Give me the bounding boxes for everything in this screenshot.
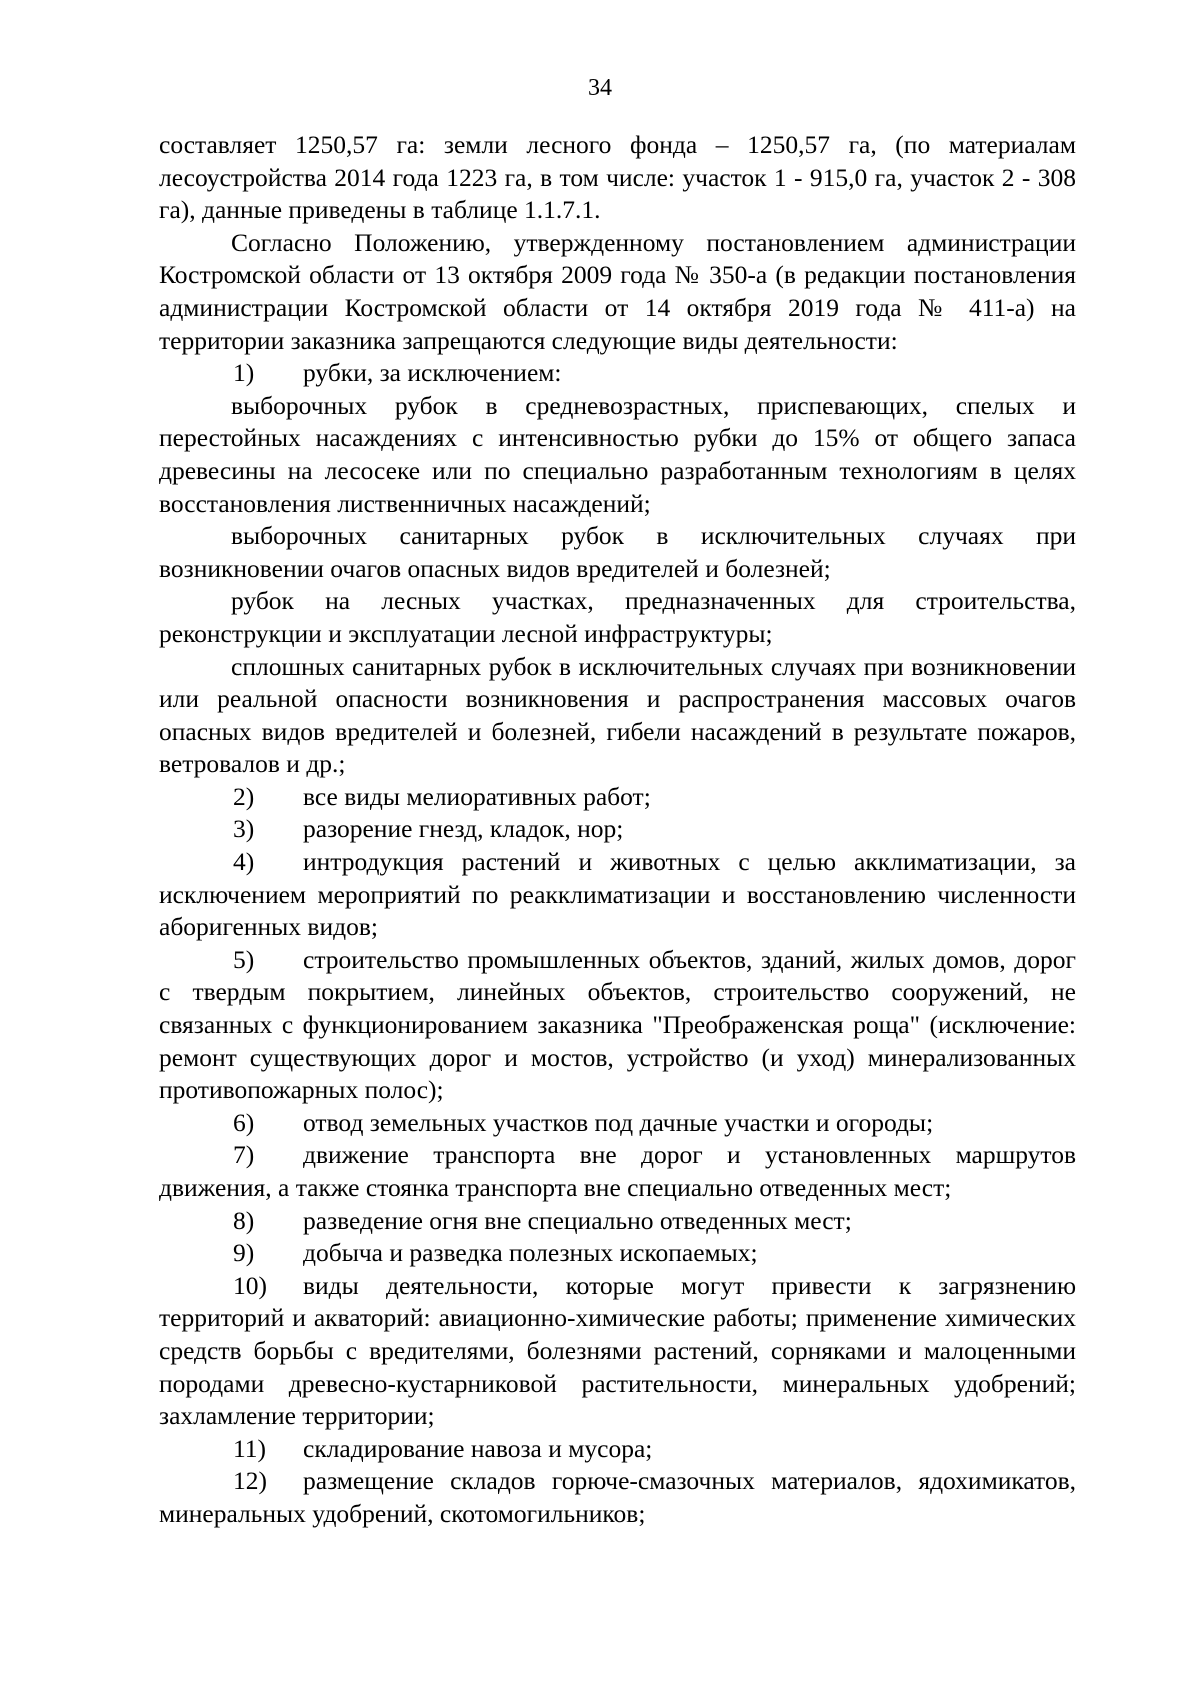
sub-paragraph: выборочных рубок в средневозрастных, приспевающих, спелых и перестойных насаждениях с интенсивностью рубки до 15% от общего запаса древесины на лесосеке или по специально разработанным технологиям в целях восстановления лиственничных насаждений; <box>159 390 1076 518</box>
list-item-text: добыча и разведка полезных ископаемых; <box>303 1238 758 1268</box>
list-item-number: 3) <box>233 814 255 844</box>
list-item-text: разведение огня вне специально отведенных мест; <box>303 1205 852 1235</box>
list-item-text: строительство промышленных объектов, зданий, жилых домов, дорог с твердым покрытием, линейных объектов, строительство сооружений, не связанных с функционированием заказника "Преображенская роща" (исключение: ремонт существующих дорог и мостов, устройство (и уход) минерализованных противопожарных полос); <box>159 944 1076 1105</box>
document-body <box>159 129 1076 1531</box>
list-item <box>159 846 1076 944</box>
list-item <box>159 1205 1076 1238</box>
list-item-number: 6) <box>233 1107 255 1137</box>
list-item-number: 7) <box>233 1140 255 1170</box>
list-item <box>159 1465 1076 1530</box>
list-item-number: 5) <box>233 944 255 974</box>
list-item-number: 8) <box>233 1205 255 1235</box>
list-item-number: 2) <box>233 781 255 811</box>
sub-paragraph: выборочных санитарных рубок в исключительных случаях при возникновении очагов опасных видов вредителей и болезней; <box>159 521 1076 583</box>
list-item <box>159 944 1076 1107</box>
list-item <box>159 813 1076 846</box>
paragraph: составляет 1250,57 га: земли лесного фонда – 1250,57 га, (по материалам лесоустройства 2014 года 1223 га, в том числе: участок 1 - 915,0 га, участок 2 - 308 га), данные приведены в таблице 1.1.7.1. <box>159 130 1076 225</box>
list-item-text: отвод земельных участков под дачные участки и огороды; <box>303 1107 934 1137</box>
list-item <box>159 1139 1076 1204</box>
list-item-text: разорение гнезд, кладок, нор; <box>303 814 624 844</box>
paragraph: Согласно Положению, утвержденному постановлением администрации Костромской области от 13 октября 2009 года № 350-а (в редакции постановления администрации Костромской области от 14 октября 2019 года № 411-а) на территории заказника запрещаются следующие виды деятельности: <box>159 227 1076 355</box>
list-item-text: все виды мелиоративных работ; <box>303 781 651 811</box>
list-item-text: рубки, за исключением: <box>303 358 562 388</box>
list-item-number: 11) <box>233 1433 267 1463</box>
list-item-number: 4) <box>233 847 255 877</box>
list-item <box>159 1107 1076 1140</box>
list-item-text: интродукция растений и животных с целью акклиматизации, за исключением мероприятий по реакклиматизации и восстановлению численности аборигенных видов; <box>159 847 1076 942</box>
sub-paragraph: сплошных санитарных рубок в исключительных случаях при возникновении или реальной опасности возникновения и распространения массовых очагов опасных видов вредителей и болезней, гибели насаждений в результате пожаров, ветровалов и др.; <box>159 651 1076 779</box>
list-item-number: 10) <box>233 1270 267 1300</box>
list-item <box>159 357 1076 390</box>
list-item <box>159 1237 1076 1270</box>
sub-paragraph: рубок на лесных участках, предназначенных для строительства, реконструкции и эксплуатации лесной инфраструктуры; <box>159 586 1076 648</box>
list-item-text: складирование навоза и мусора; <box>303 1433 653 1463</box>
list-item <box>159 1433 1076 1466</box>
list-item-number: 1) <box>233 358 255 388</box>
list-item-text: движение транспорта вне дорог и установленных маршрутов движения, а также стоянка транспорта вне специально отведенных мест; <box>159 1140 1076 1202</box>
list-item-number: 12) <box>233 1466 267 1496</box>
list-item <box>159 1270 1076 1433</box>
page-number: 34 <box>588 75 612 101</box>
list-item-number: 9) <box>233 1238 255 1268</box>
list-item-text: размещение складов горюче-смазочных материалов, ядохимикатов, минеральных удобрений, скотомогильников; <box>159 1466 1076 1528</box>
list-item <box>159 781 1076 814</box>
list-item-text: виды деятельности, которые могут привести к загрязнению территорий и акваторий: авиационно-химические работы; применение химических средств борьбы с вредителями, болезнями растений, сорняками и малоценными породами древесно-кустарниковой растительности, минеральных удобрений; захламление территории; <box>159 1270 1076 1431</box>
